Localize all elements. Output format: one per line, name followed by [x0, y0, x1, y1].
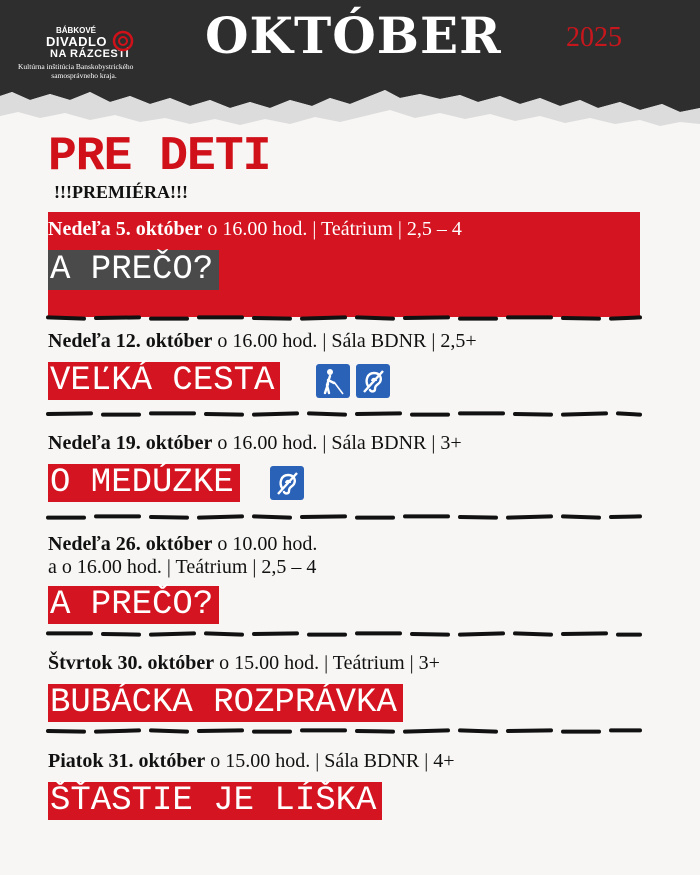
- event-4-meta-line2: a o 16.00 hod. | Teátrium | 2,5 – 4: [48, 556, 317, 578]
- event-date: Nedeľa 19. október: [48, 432, 213, 454]
- event-date: Nedeľa 12. október: [48, 330, 213, 352]
- dashed-divider: [46, 513, 642, 521]
- dashed-divider: [46, 410, 642, 418]
- event-date: Štvrtok 30. október: [48, 652, 215, 674]
- blind-person-icon: [316, 364, 350, 398]
- hearing-loop-icon: [270, 466, 304, 500]
- event-4-title[interactable]: A PREČO?: [48, 586, 219, 624]
- event-4-meta: [48, 533, 317, 555]
- premiere-label: !!!PREMIÉRA!!!: [54, 182, 188, 202]
- event-6-meta: [48, 750, 455, 772]
- theatre-logo[interactable]: [14, 26, 164, 86]
- header: [0, 0, 700, 130]
- event-3-title[interactable]: O MEDÚZKE: [48, 464, 240, 502]
- event-5-meta: [48, 652, 440, 674]
- event-6-title[interactable]: ŠŤASTIE JE LÍŠKA: [48, 782, 382, 820]
- event-details: o 16.00 hod. | Sála BDNR | 3+: [212, 432, 462, 454]
- event-details: o 10.00 hod.: [212, 533, 318, 555]
- logo-line-2: DIVADLO: [46, 34, 108, 49]
- dashed-divider: [46, 630, 642, 638]
- month-title: OKTÓBER: [205, 6, 502, 65]
- event-details: o 16.00 hod. | Sála BDNR | 2,5+: [212, 330, 477, 352]
- logo-line-3: NA RÁZCESTÍ: [50, 48, 130, 60]
- logo-swirl-icon: [112, 30, 134, 52]
- event-1-title[interactable]: A PREČO?: [48, 250, 219, 290]
- event-details: o 16.00 hod. | Teátrium | 2,5 – 4: [202, 218, 462, 240]
- event-details: o 15.00 hod. | Sála BDNR | 4+: [205, 750, 455, 772]
- logo-subtitle-1: Kultúrna inštitúcia Banskobystrického: [18, 62, 134, 71]
- event-3-meta: [48, 432, 462, 454]
- event-2-meta: [48, 330, 477, 352]
- event-5-title[interactable]: BUBÁCKA ROZPRÁVKA: [48, 684, 403, 722]
- section-title: PRE DETI: [48, 130, 271, 184]
- event-date: Piatok 31. október: [48, 750, 206, 772]
- event-date: Nedeľa 26. október: [48, 533, 213, 555]
- event-details: o 15.00 hod. | Teátrium | 3+: [214, 652, 440, 674]
- logo-subtitle-2: samosprávneho kraja.: [51, 71, 117, 80]
- dashed-divider: [46, 727, 642, 735]
- event-date: Nedeľa 5. október: [48, 218, 203, 240]
- dashed-divider: [46, 314, 642, 322]
- year-label: 2025: [566, 22, 622, 53]
- hearing-loop-icon: [356, 364, 390, 398]
- event-2-title[interactable]: VEĽKÁ CESTA: [48, 362, 280, 400]
- logo-line-1: BÁBKOVÉ: [56, 26, 97, 35]
- event-1-meta: [48, 218, 462, 240]
